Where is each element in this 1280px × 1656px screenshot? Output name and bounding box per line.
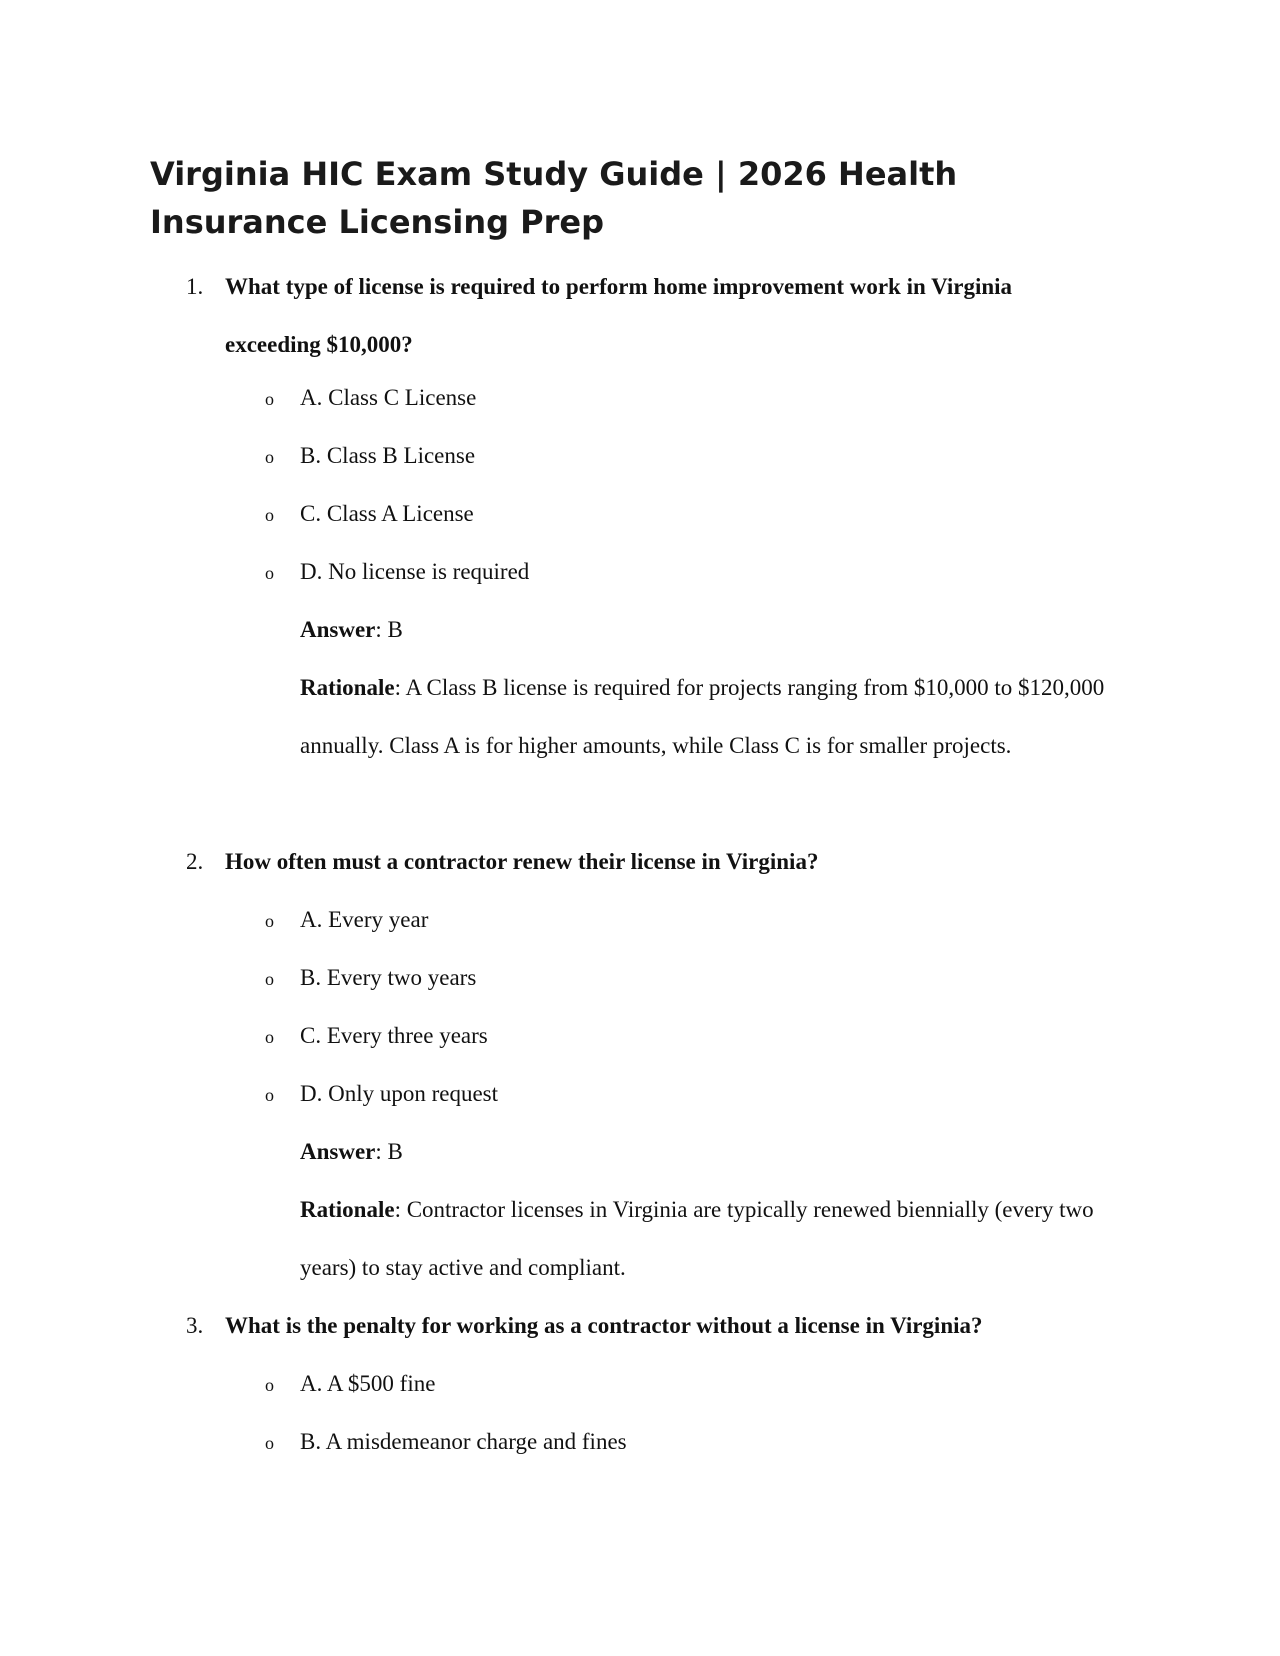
rationale-label: Rationale [300, 1197, 395, 1222]
bullet-circle-icon: o [265, 1375, 274, 1395]
answer-label: Answer [300, 1139, 376, 1164]
bullet-circle-icon: o [265, 389, 274, 409]
option-item [265, 427, 1105, 486]
option-text: B. Class B License [300, 443, 476, 468]
rationale-label: Rationale [300, 675, 395, 700]
answer-line: Answer: B [300, 1139, 403, 1164]
rationale-paragraph: Rationale: A Class B license is required for projects ranging from $10,000 to $120,000 annually. Class A is for higher amounts, while Class C is for smaller projects. [300, 675, 1105, 758]
rationale-paragraph: Rationale: Contractor licenses in Virginia are typically renewed biennially (every two years) to stay active and compliant. [300, 1197, 1094, 1280]
answer-value: B [387, 1139, 403, 1164]
bullet-circle-icon: o [265, 505, 274, 525]
rationale-text: A Class B license is required for projects ranging from $10,000 to $120,000 annually. Class A is for higher amounts, while Class C is for smaller projects. [300, 675, 1105, 758]
option-text: D. No license is required [300, 559, 530, 584]
page-title: Virginia HIC Exam Study Guide | 2026 Health Insurance Licensing Prep [150, 155, 958, 241]
option-text: D. Only upon request [300, 1081, 499, 1106]
question-number: 2. [186, 849, 204, 874]
option-item [265, 485, 1105, 544]
bullet-circle-icon: o [265, 911, 274, 931]
option-text: C. Class A License [300, 501, 474, 526]
answer-label: Answer [300, 617, 376, 642]
option-text: A. A $500 fine [300, 1371, 436, 1396]
option-text: B. Every two years [300, 965, 477, 990]
question-text: How often must a contractor renew their license in Virginia? [225, 849, 819, 874]
option-text: A. Class C License [300, 385, 477, 410]
bullet-circle-icon: o [265, 1085, 274, 1105]
option-item [265, 1007, 1105, 1066]
option-item [265, 1065, 1105, 1124]
option-text: A. Every year [300, 907, 429, 932]
option-item [265, 1413, 1105, 1472]
bullet-circle-icon: o [265, 447, 274, 467]
bullet-circle-icon: o [265, 1027, 274, 1047]
rationale-text: Contractor licenses in Virginia are typically renewed biennially (every two years) to stay active and compliant. [300, 1197, 1094, 1280]
question-number: 1. [186, 274, 204, 299]
bullet-circle-icon: o [265, 969, 274, 989]
option-text: B. A misdemeanor charge and fines [300, 1429, 627, 1454]
option-text: C. Every three years [300, 1023, 488, 1048]
bullet-circle-icon: o [265, 563, 274, 583]
option-item [265, 543, 1105, 602]
option-item [265, 949, 1105, 1008]
option-item [265, 891, 1105, 950]
answer-value: B [387, 617, 403, 642]
question-number: 3. [186, 1313, 204, 1338]
question-text: What is the penalty for working as a contractor without a license in Virginia? [225, 1313, 983, 1338]
option-item [265, 1355, 1105, 1414]
option-item [265, 369, 1105, 428]
question-text: What type of license is required to perform home improvement work in Virginia exceeding $10,000? [225, 274, 1013, 357]
answer-line: Answer: B [300, 617, 403, 642]
bullet-circle-icon: o [265, 1433, 274, 1453]
